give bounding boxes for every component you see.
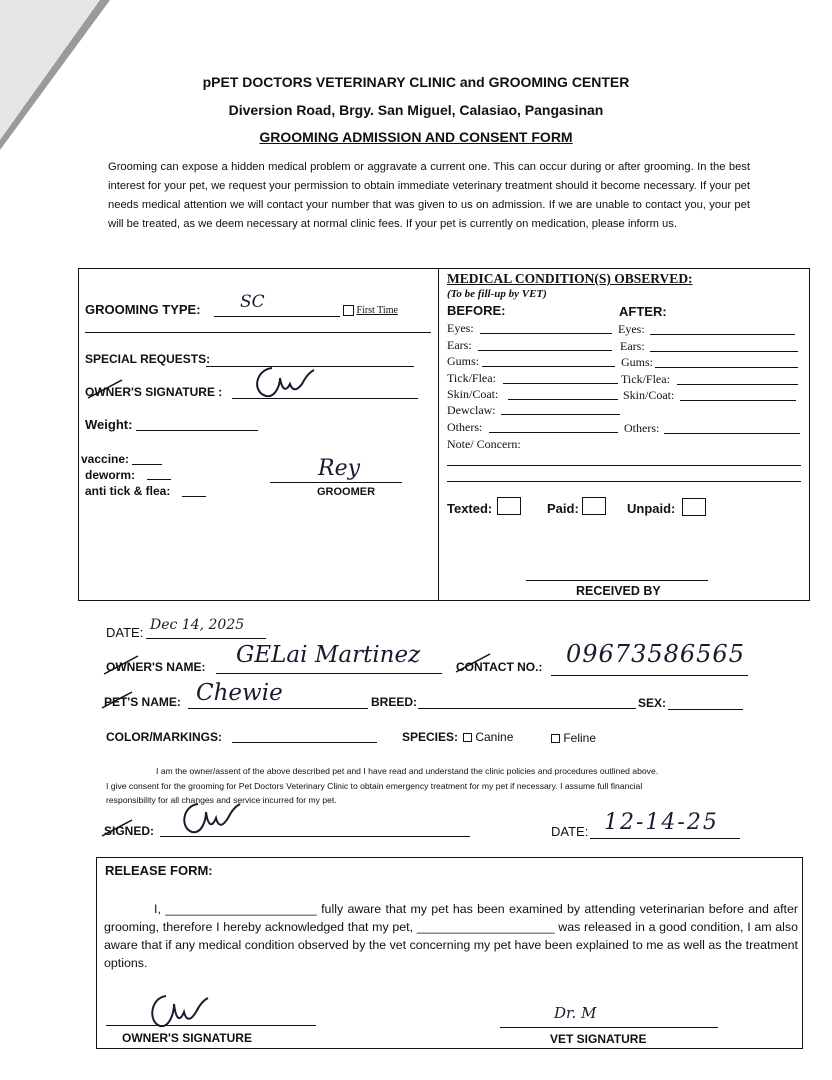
signed-signature-scribble <box>178 798 248 838</box>
contact-value[interactable]: 09673586565 <box>566 640 745 668</box>
strike-mark-icon <box>86 378 126 400</box>
anti-tick-label: anti tick & flea: <box>85 484 171 498</box>
owner-name-value[interactable]: GELai Martinez <box>236 642 421 668</box>
deworm-line[interactable] <box>147 479 171 480</box>
date-label: DATE: <box>106 625 144 640</box>
folded-corner-inner <box>0 0 100 140</box>
before-eyes-label: Eyes: <box>447 321 474 335</box>
before-dewclaw-line[interactable] <box>501 414 620 415</box>
clinic-address: Diversion Road, Brgy. San Miguel, Calasiao, Pangasinan <box>228 102 604 118</box>
date-line[interactable] <box>146 638 266 639</box>
unpaid-checkbox[interactable] <box>682 498 706 516</box>
note-line-2[interactable] <box>447 481 801 482</box>
form-title: GROOMING ADMISSION AND CONSENT FORM <box>259 129 573 145</box>
note-label: Note/ Concern: <box>447 437 521 451</box>
note-line-1[interactable] <box>447 465 801 466</box>
vet-signature-line[interactable] <box>500 1027 718 1028</box>
groomer-label: GROOMER <box>317 486 376 498</box>
release-text: I, ______________________ fully aware that my pet has been examined by attending veterinarian before and after grooming, therefore I hereby acknowledged that my pet, ____________________ was released in a good condition, I am also aware that if any medical condition observed by the vet concerning my pet have been explained to me as well as the treatment options. <box>104 902 798 970</box>
before-gums-line[interactable] <box>482 366 615 367</box>
vaccine-label: vaccine: <box>81 452 130 466</box>
owner-name-label: OWNER'S NAME: <box>106 660 206 674</box>
contact-label: CONTACT NO.: <box>456 660 543 674</box>
release-owner-signature-scribble <box>146 990 216 1032</box>
consent-date-value[interactable]: 12-14-25 <box>604 810 719 835</box>
sex-label: SEX: <box>638 696 667 710</box>
paid-checkbox[interactable] <box>582 497 606 515</box>
received-by-label: RECEIVED BY <box>576 584 661 598</box>
consent-line-2: I give consent for the grooming for Pet Doctors Veterinary Clinic to obtain emergency treatment for my pet if necessary. I assume full financial <box>106 781 643 791</box>
texted-checkbox[interactable] <box>497 497 521 515</box>
deworm-label: deworm: <box>85 468 136 482</box>
groomer-line[interactable] <box>270 482 402 483</box>
after-skincoat-line[interactable] <box>680 400 796 401</box>
canine-label: Canine <box>475 730 514 744</box>
signed-label: SIGNED: <box>104 824 155 838</box>
after-eyes-line[interactable] <box>650 334 795 335</box>
consent-date-line[interactable] <box>590 838 740 839</box>
before-skincoat-label: Skin/Coat: <box>447 387 499 401</box>
owner-name-line[interactable] <box>216 673 442 674</box>
unpaid-label: Unpaid: <box>627 501 676 516</box>
before-others-line[interactable] <box>489 432 618 433</box>
clinic-name: pPET DOCTORS VETERINARY CLINIC and GROOMING CENTER <box>202 74 630 90</box>
texted-label: Texted: <box>447 501 493 516</box>
owner-signature-label: OWNER'S SIGNATURE : <box>85 385 223 399</box>
grooming-type-value[interactable]: SC <box>240 292 265 312</box>
after-label: AFTER: <box>619 304 667 319</box>
before-dewclaw-label: Dewclaw: <box>447 403 496 417</box>
grooming-type-line-2 <box>85 332 431 333</box>
after-skincoat-label: Skin/Coat: <box>623 388 675 402</box>
after-gums-line[interactable] <box>655 367 798 368</box>
checkbox-icon[interactable] <box>463 733 472 742</box>
vet-signature-label: VET SIGNATURE <box>550 1032 647 1046</box>
before-tickflea-label: Tick/Flea: <box>447 371 496 385</box>
after-ears-line[interactable] <box>650 351 798 352</box>
owner-signature-scribble <box>250 362 320 402</box>
color-line[interactable] <box>232 742 377 743</box>
before-eyes-line[interactable] <box>480 333 612 334</box>
date-value[interactable]: Dec 14, 2025 <box>150 617 245 633</box>
release-owner-signature-label: OWNER'S SIGNATURE <box>122 1031 252 1045</box>
pet-name-line[interactable] <box>188 708 368 709</box>
after-tickflea-label: Tick/Flea: <box>621 372 670 386</box>
before-ears-line[interactable] <box>478 350 612 351</box>
vet-signature: Dr. M <box>554 1004 597 1022</box>
weight-label: Weight: <box>85 417 133 432</box>
anti-tick-line[interactable] <box>182 496 206 497</box>
pet-name-value[interactable]: Chewie <box>196 680 283 706</box>
received-by-line[interactable] <box>526 580 708 581</box>
grooming-type-line <box>214 316 340 317</box>
before-label: BEFORE: <box>447 303 506 318</box>
consent-line-1: I am the owner/assent of the above described pet and I have read and understand the clinic policies and procedures outlined above. <box>156 766 659 776</box>
feline-label: Feline <box>563 731 597 745</box>
special-requests-label: SPECIAL REQUESTS: <box>85 352 211 366</box>
strike-mark-icon <box>102 654 142 676</box>
strike-mark-icon <box>454 652 494 674</box>
after-others-label: Others: <box>624 421 660 435</box>
strike-mark-icon <box>100 818 136 838</box>
breed-label: BREED: <box>371 695 418 709</box>
contact-line[interactable] <box>551 675 748 676</box>
checkbox-icon[interactable] <box>551 734 560 743</box>
after-tickflea-line[interactable] <box>677 384 798 385</box>
sex-line[interactable] <box>668 709 743 710</box>
medical-subtitle: (To be fill-up by VET) <box>447 288 547 300</box>
before-gums-label: Gums: <box>447 354 480 368</box>
pet-name-label: PET'S NAME: <box>104 695 181 709</box>
paid-label: Paid: <box>547 501 579 516</box>
breed-line[interactable] <box>418 708 636 709</box>
color-label: COLOR/MARKINGS: <box>106 730 222 744</box>
canine-option[interactable] <box>463 730 513 744</box>
grooming-type-label: GROOMING TYPE: <box>85 302 201 317</box>
after-others-line[interactable] <box>664 433 800 434</box>
feline-option[interactable] <box>551 731 596 745</box>
vaccine-line[interactable] <box>132 464 162 465</box>
consent-line-3: responsibility for all changes and service incurred for my pet. <box>106 795 337 805</box>
medical-title: MEDICAL CONDITION(S) OBSERVED: <box>447 271 693 286</box>
release-title: RELEASE FORM: <box>105 863 213 878</box>
after-eyes-label: Eyes: <box>618 322 645 336</box>
before-tickflea-line[interactable] <box>503 383 618 384</box>
first-time-label: First Time <box>356 305 398 316</box>
panel-divider <box>438 268 439 601</box>
species-label: SPECIES: <box>402 730 459 744</box>
checkbox-icon[interactable] <box>343 305 354 316</box>
admission-box <box>78 268 810 601</box>
consent-date-label: DATE: <box>551 824 589 839</box>
first-time-checkbox[interactable] <box>343 305 398 316</box>
after-gums-label: Gums: <box>621 355 654 369</box>
intro-paragraph: Grooming can expose a hidden medical problem or aggravate a current one. This can occur during or after grooming. In the best interest for your pet, we request your permission to obtain immediate veterinary treatment should it become necessary. If your pet needs medical attention we will contact your number that was given to us on admission. If we are unable to contact you, your pet will be treated, as we deem necessary at normal clinic fees. If your pet is currently on medication, please inform us. <box>108 161 750 230</box>
groomer-signature: Rey <box>318 456 361 481</box>
before-others-label: Others: <box>447 420 483 434</box>
after-ears-label: Ears: <box>620 339 645 353</box>
before-ears-label: Ears: <box>447 338 472 352</box>
strike-mark-icon <box>100 690 136 710</box>
before-skincoat-line[interactable] <box>508 399 618 400</box>
weight-line[interactable] <box>136 430 258 431</box>
